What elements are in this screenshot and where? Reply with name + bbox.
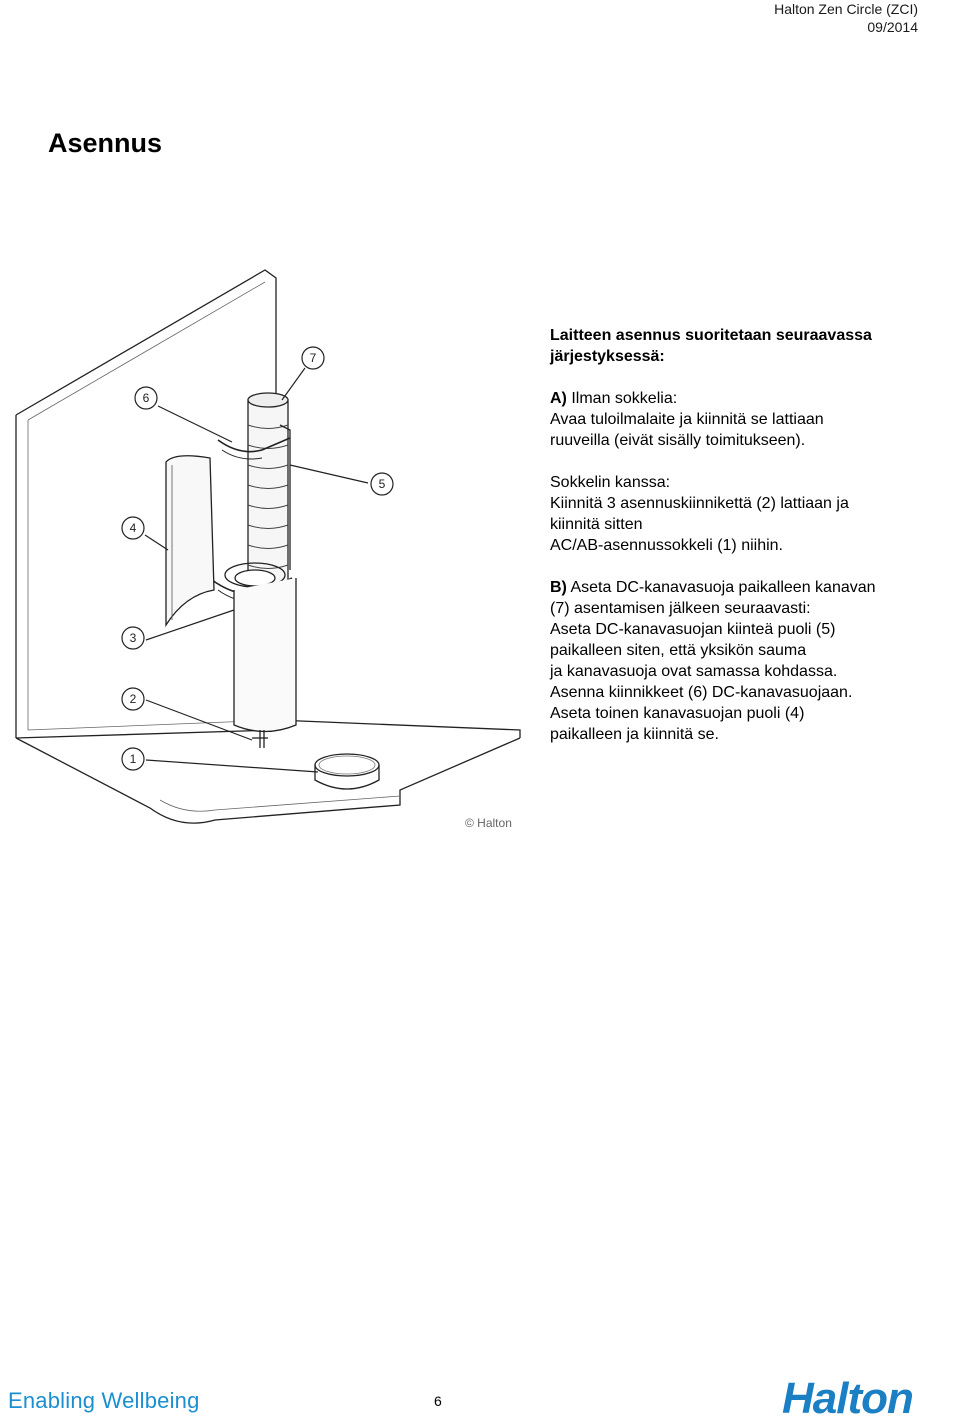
- installation-figure: [0, 260, 540, 840]
- halton-logo: Halton: [782, 1374, 913, 1423]
- section-b-line: Aseta DC-kanavasuojan kiinteä puoli (5): [550, 621, 836, 638]
- section-b-line: paikalleen siten, että yksikön sauma: [550, 642, 807, 659]
- section-sokkeli: [550, 472, 945, 556]
- callout-3-label: 3: [129, 631, 137, 645]
- figure-copyright: © Halton: [465, 816, 512, 830]
- section-b-heading: [550, 577, 945, 598]
- sokkeli-line: AC/AB-asennussokkeli (1) niihin.: [550, 537, 783, 554]
- callout-6-label: 6: [142, 391, 150, 405]
- section-b-line: paikalleen ja kiinnitä se.: [550, 726, 719, 743]
- callout-1-label: 1: [129, 752, 137, 766]
- section-b: [550, 577, 945, 745]
- instructions: [550, 325, 945, 766]
- footer-tagline: Enabling Wellbeing: [8, 1388, 200, 1413]
- sokkeli-line: kiinnitä sitten: [550, 516, 643, 533]
- callout-7-label: 7: [309, 351, 317, 365]
- sokkeli-line: Sokkelin kanssa:: [550, 474, 671, 491]
- page-number: 6: [434, 1393, 442, 1409]
- section-b-line: (7) asentamisen jälkeen seuraavasti:: [550, 600, 811, 617]
- callout-5-label: 5: [378, 477, 386, 491]
- document-header: [774, 0, 918, 36]
- section-b-line: Asenna kiinnikkeet (6) DC-kanavasuojaan.: [550, 684, 853, 701]
- section-a: [550, 388, 945, 451]
- header-product: Halton Zen Circle (ZCI): [774, 1, 918, 17]
- section-a-first: Ilman sokkelia:: [566, 390, 678, 407]
- callout-4-label: 4: [129, 521, 137, 535]
- section-a-line: Avaa tuloilmalaite ja kiinnitä se lattiaan: [550, 411, 824, 428]
- installation-drawing: [0, 260, 540, 840]
- sokkeli-line: Kiinnitä 3 asennuskiinnikettä (2) lattiaan ja: [550, 495, 849, 512]
- section-a-line: ruuveilla (eivät sisälly toimitukseen).: [550, 432, 806, 449]
- intro-line: Laitteen asennus suoritetaan seuraavassa: [550, 327, 872, 344]
- section-b-first: Aseta DC-kanavasuoja paikalleen kanavan: [566, 579, 876, 596]
- section-b-label: B): [550, 579, 567, 596]
- callout-2-label: 2: [129, 692, 137, 706]
- page-title: Asennus: [48, 128, 163, 158]
- section-b-line: ja kanavasuoja ovat samassa kohdassa.: [550, 663, 838, 680]
- intro-line: järjestyksessä:: [550, 348, 665, 365]
- intro-paragraph: [550, 325, 945, 367]
- section-b-line: Aseta toinen kanavasuojan puoli (4): [550, 705, 805, 722]
- header-date: 09/2014: [867, 19, 918, 35]
- section-a-label: A): [550, 390, 567, 407]
- section-a-heading: [550, 388, 945, 409]
